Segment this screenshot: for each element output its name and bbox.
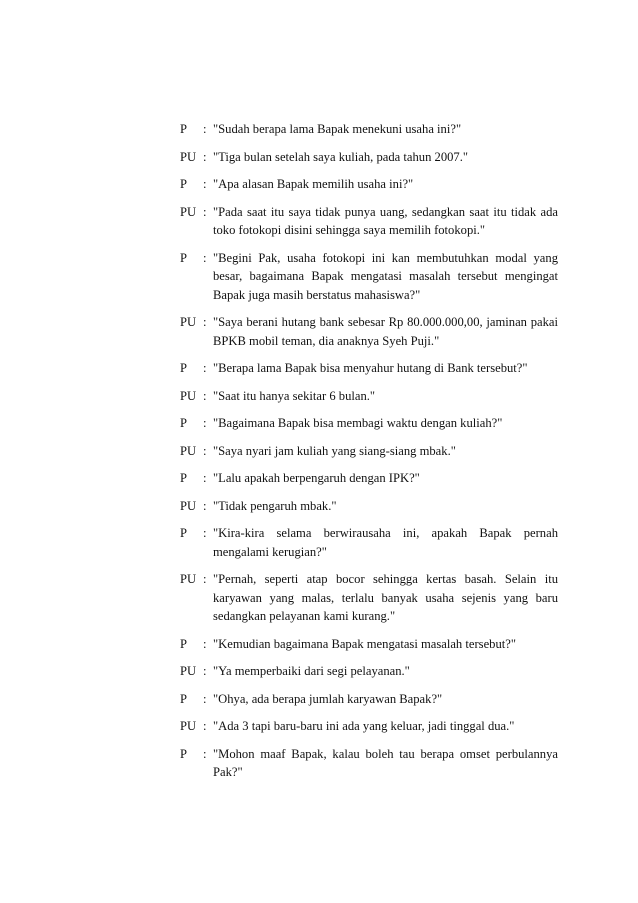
dialogue-text: "Ada 3 tapi baru-baru ini ada yang keluar, jadi tinggal dua."	[213, 719, 515, 733]
speaker-label: PU	[180, 204, 197, 219]
speaker-label: P	[180, 636, 188, 651]
speaker-label: P	[180, 122, 188, 136]
separator-colon: :	[203, 471, 207, 485]
dialogue-entry	[180, 497, 558, 516]
speaker-label: P	[180, 471, 188, 485]
speaker-label: PU	[180, 443, 197, 458]
dialogue-text: "Kemudian bagaimana Bapak mengatasi masalah tersebut?"	[213, 636, 516, 651]
speaker-label: P	[180, 250, 188, 265]
dialogue-entry	[180, 249, 558, 305]
dialogue-text: "Saya berani hutang bank sebesar Rp 80.000.000,00, jaminan pakai BPKB mobil teman, dia anaknya Syeh Puji."	[213, 315, 558, 348]
dialogue-entry	[180, 745, 558, 782]
dialogue-entry	[180, 148, 558, 167]
separator-colon: :	[203, 388, 207, 403]
speaker-label: P	[180, 177, 188, 191]
speaker-label: P	[180, 526, 188, 540]
dialogue-text: "Tidak pengaruh mbak."	[213, 498, 337, 513]
separator-colon: :	[203, 250, 207, 265]
dialogue-text: "Pernah, seperti atap bocor sehingga kertas basah. Selain itu karyawan yang malas, terlalu banyak usaha sejenis yang baru sedangkan pelayanan kami kurang."	[213, 572, 558, 623]
separator-colon: :	[203, 719, 207, 733]
separator-colon: :	[203, 443, 207, 458]
dialogue-entry	[180, 662, 558, 681]
dialogue-text: "Apa alasan Bapak memilih usaha ini?"	[213, 177, 414, 191]
speaker-label: PU	[180, 664, 197, 678]
dialogue-entry	[180, 414, 558, 433]
dialogue-entry	[180, 469, 558, 488]
dialogue-entry	[180, 717, 558, 736]
dialogue-text: "Pada saat itu saya tidak punya uang, sedangkan saat itu tidak ada toko fotokopi disini sehingga saya memilih fotokopi."	[213, 204, 558, 237]
dialogue-text: "Kira-kira selama berwirausaha ini, apakah Bapak pernah mengalami kerugian?"	[213, 526, 558, 559]
dialogue-text: "Berapa lama Bapak bisa menyahur hutang di Bank tersebut?"	[213, 361, 528, 375]
separator-colon: :	[203, 526, 207, 540]
speaker-label: PU	[180, 572, 197, 586]
dialogue-entry	[180, 635, 558, 654]
dialogue-entry	[180, 524, 558, 561]
separator-colon: :	[203, 361, 207, 375]
separator-colon: :	[203, 636, 207, 651]
dialogue-entry	[180, 359, 558, 378]
dialogue-text: "Begini Pak, usaha fotokopi ini kan membutuhkan modal yang besar, bagaimana Bapak mengatasi masalah tersebut mengingat Bapak juga masih berstatus mahasiswa?"	[213, 250, 558, 302]
speaker-label: P	[180, 361, 188, 375]
separator-colon: :	[203, 177, 207, 191]
dialogue-text: "Mohon maaf Bapak, kalau boleh tau berapa omset perbulannya Pak?"	[213, 746, 558, 779]
interview-transcript	[180, 120, 558, 791]
dialogue-text: "Saya nyari jam kuliah yang siang-siang mbak."	[213, 443, 456, 458]
dialogue-text: "Tiga bulan setelah saya kuliah, pada tahun 2007."	[213, 149, 468, 164]
dialogue-entry	[180, 175, 558, 194]
dialogue-text: "Ya memperbaiki dari segi pelayanan."	[213, 664, 410, 678]
speaker-label: PU	[180, 719, 197, 733]
dialogue-entry	[180, 570, 558, 626]
dialogue-text: "Sudah berapa lama Bapak menekuni usaha ini?"	[213, 122, 462, 136]
separator-colon: :	[203, 122, 207, 136]
speaker-label: PU	[180, 149, 197, 164]
separator-colon: :	[203, 315, 207, 329]
separator-colon: :	[203, 664, 207, 678]
speaker-label: P	[180, 416, 188, 430]
dialogue-entry	[180, 120, 558, 139]
dialogue-text: "Saat itu hanya sekitar 6 bulan."	[213, 388, 376, 403]
separator-colon: :	[203, 149, 207, 164]
separator-colon: :	[203, 204, 207, 219]
dialogue-entry	[180, 690, 558, 709]
separator-colon: :	[203, 498, 207, 513]
speaker-label: P	[180, 691, 188, 706]
dialogue-entry	[180, 387, 558, 406]
speaker-label: PU	[180, 388, 197, 403]
dialogue-text: "Lalu apakah berpengaruh dengan IPK?"	[213, 471, 420, 485]
separator-colon: :	[203, 746, 207, 761]
speaker-label: P	[180, 746, 188, 761]
separator-colon: :	[203, 416, 207, 430]
dialogue-text: "Bagaimana Bapak bisa membagi waktu dengan kuliah?"	[213, 416, 503, 430]
dialogue-entry	[180, 203, 558, 240]
separator-colon: :	[203, 691, 207, 706]
dialogue-text: "Ohya, ada berapa jumlah karyawan Bapak?"	[213, 691, 443, 706]
dialogue-entry	[180, 442, 558, 461]
speaker-label: PU	[180, 498, 197, 513]
dialogue-entry	[180, 313, 558, 350]
separator-colon: :	[203, 572, 207, 586]
speaker-label: PU	[180, 315, 197, 329]
